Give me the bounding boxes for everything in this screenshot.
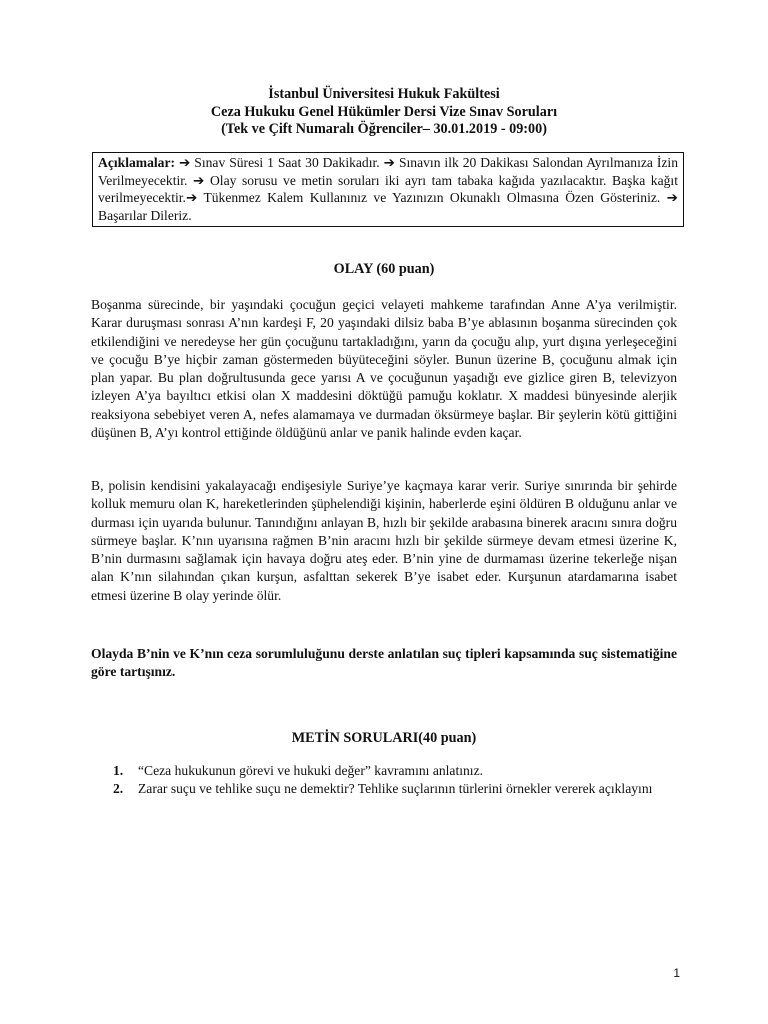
course-title: Ceza Hukuku Genel Hükümler Dersi Vize Sınav Soruları: [210, 103, 558, 120]
arrow-icon: ➔: [178, 155, 191, 170]
question-item: [113, 762, 673, 779]
case-section-title: OLAY (60 puan): [333, 261, 435, 277]
instructions-label: Açıklamalar:: [98, 155, 176, 170]
document-header: [0, 86, 768, 139]
instruction-item: Sınavın ilk 20 Dakikası Salondan Ayrılmanıza İzin Verilmeyecektir.: [98, 155, 678, 188]
text-questions-title: METİN SORULARI(40 puan): [291, 730, 477, 746]
case-paragraph-2: B, polisin kendisini yakalayacağı endişesiyle Suriye’ye kaçmaya karar verir. Suriye sınırında bir şehirde kolluk memuru olan K, hareketlerinden şüphelendiği kişinin, haberlerde eşini öldüren B olduğunu anlar ve durması için uyarıda bulunur. Tanındığını anlayan B, hızlı bir şekilde arabasına binerek aracını sınıra doğru sürmeye başlar. K’nın uyarısına rağmen B’nin aracını hızlı bir şekilde sürmeye devam etmesi üzerine K, B’nin durmasını sağlamak için havaya doğru ateş eder. B’nin yine de durmaması üzerine tekerleğe nişan alan K’nın silahından çıkan kurşun, asfalttan sekerek B’ye isabet eder. Kurşunun atardamarına isabet etmesi üzerine B olay yerinde ölür.: [91, 478, 677, 603]
case-paragraph-1: Boşanma sürecinde, bir yaşındaki çocuğun geçici velayeti mahkeme tarafından Anne A’ya verilmiştir. Karar duruşması sonrası A’nın kardeşi F, 20 yaşındaki dilsiz baba B’ye ablasının boşanma sürecinden çok etkilendiğini ve neredeyse her gün çocuğunu tartakladığını, yarın da çocuğu alıp, yurt dışına yerleşeceğini ve çocuğu B’ye hiçbir zaman göstermeden büyüteceğini söyler. Bunun üzerine B, çocuğunu almak için plan yapar. Bu plan doğrultusunda gece yarısı A ve çocuğunun yaşadığı eve gizlice giren B, televizyon izleyen A’ya bayıltıcı etkisi olan X maddesini döktüğü pamuğu koklatır. X maddesi bünyesinde alerjik reaksiyona sebebiyet veren A, nefes alamamaya ve durmadan öksürmeye başlar. Bir şeylerin kötü gittiğini düşünen B, A’yı kontrol ettiğinde öldüğünü anlar ve panik halinde evden kaçar.: [91, 297, 677, 441]
instruction-item: Olay sorusu ve metin soruları iki ayrı tam tabaka kağıda yazılacaktır. Başka kağıt verilmeyecektir.: [98, 172, 678, 206]
instructions-box: [92, 152, 684, 227]
instruction-item: Sınav Süresi 1 Saat 30 Dakikadır.: [194, 155, 380, 170]
instruction-item: Başarılar Dileriz.: [98, 207, 192, 223]
question-number: 2.: [113, 781, 124, 796]
arrow-icon: ➔: [193, 172, 205, 188]
arrow-icon: ➔: [185, 190, 198, 206]
question-text: Zarar suçu ve tehlike suçu ne demektir? Tehlike suçlarının türlerini örnekler vererek açıklayını: [138, 781, 653, 796]
exam-info: (Tek ve Çift Numaralı Öğrenciler– 30.01.2019 - 09:00): [221, 121, 547, 137]
arrow-icon: ➔: [666, 190, 679, 206]
case-question: Olayda B’nin ve K’nın ceza sorumluluğunu derste anlatılan suç tipleri kapsamında suç sistematiğine göre tartışınız.: [91, 646, 677, 680]
question-number: 1.: [113, 763, 124, 778]
arrow-icon: ➔: [383, 155, 396, 170]
question-item: [113, 780, 673, 797]
question-text: “Ceza hukukunun görevi ve hukuki değer” kavramını anlatınız.: [138, 763, 484, 778]
university-title: İstanbul Üniversitesi Hukuk Fakültesi: [268, 86, 500, 102]
page-number: 1: [673, 966, 680, 980]
text-questions-list: [113, 762, 673, 798]
instruction-item: Tükenmez Kalem Kullanınız ve Yazınızın Okunaklı Olmasına Özen Gösteriniz.: [203, 190, 661, 206]
